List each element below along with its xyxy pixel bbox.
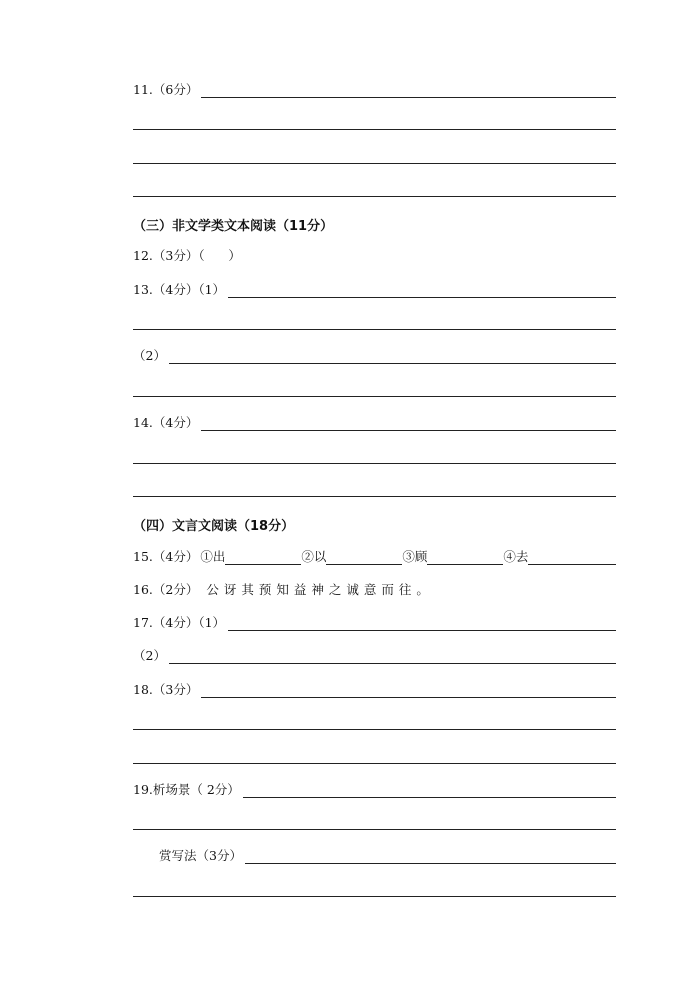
q15-item-2: ②以 <box>301 549 327 564</box>
answer-line[interactable] <box>133 463 616 464</box>
q19-2-answer-line[interactable] <box>245 851 616 864</box>
q14-answer-line[interactable] <box>201 418 616 431</box>
q15-item-4: ④去 <box>503 549 529 564</box>
q19-sub2-label: 赏写法（3分） <box>159 848 242 863</box>
q17-1-answer-line[interactable] <box>228 618 616 631</box>
q18-answer-line[interactable] <box>201 685 616 698</box>
q15-blank-1[interactable] <box>225 552 301 565</box>
q14-label: 14.（4分） <box>133 415 199 430</box>
q15-blank-3[interactable] <box>427 552 503 565</box>
q19-2-row <box>133 848 616 864</box>
q13-2-answer-line[interactable] <box>169 351 616 364</box>
q18-row <box>133 682 616 698</box>
q17-2-row <box>133 648 616 664</box>
section3-title: （三）非文学类文本阅读（11分） <box>133 219 334 234</box>
q13-sub2-label: （2） <box>133 348 166 363</box>
q16-row <box>133 582 616 598</box>
q19-label: 19.析场景（ 2分） <box>133 782 240 797</box>
q12-label: 12.（3分）（ ） <box>133 248 241 263</box>
q12-row <box>133 248 616 264</box>
q14-row <box>133 415 616 431</box>
answer-line[interactable] <box>133 729 616 730</box>
q15-item-1: ①出 <box>200 549 226 564</box>
q16-sentence: 公讶其预知益神之诚意而往。 <box>206 582 434 597</box>
q15-blank-4[interactable] <box>528 552 616 565</box>
answer-line[interactable] <box>133 829 616 830</box>
q19-row <box>133 782 616 798</box>
q17-row <box>133 615 616 631</box>
q11-answer-line[interactable] <box>201 85 616 98</box>
q17-2-answer-line[interactable] <box>169 651 616 664</box>
q19-answer-line[interactable] <box>243 785 616 798</box>
q15-blank-2[interactable] <box>326 552 402 565</box>
answer-line[interactable] <box>133 896 616 897</box>
answer-line[interactable] <box>133 763 616 764</box>
q11-label: 11.（6分） <box>133 82 199 97</box>
q15-row <box>133 549 616 565</box>
answer-line[interactable] <box>133 496 616 497</box>
q13-2-row <box>133 348 616 364</box>
q16-label: 16.（2分） <box>133 582 199 597</box>
q17-sub2-label: （2） <box>133 648 166 663</box>
q17-label: 17.（4分）（1） <box>133 615 226 630</box>
answer-line[interactable] <box>133 196 616 197</box>
q11-row <box>133 82 616 98</box>
section4-title: （四）文言文阅读（18分） <box>133 519 295 534</box>
answer-line[interactable] <box>133 329 616 330</box>
q18-label: 18.（3分） <box>133 682 199 697</box>
q15-label: 15.（4分） <box>133 549 199 564</box>
answer-line[interactable] <box>133 396 616 397</box>
q15-item-3: ③顾 <box>402 549 428 564</box>
q13-label: 13.（4分）（1） <box>133 282 226 297</box>
answer-line[interactable] <box>133 163 616 164</box>
q13-row <box>133 282 616 298</box>
q13-1-answer-line[interactable] <box>228 285 616 298</box>
answer-line[interactable] <box>133 129 616 130</box>
